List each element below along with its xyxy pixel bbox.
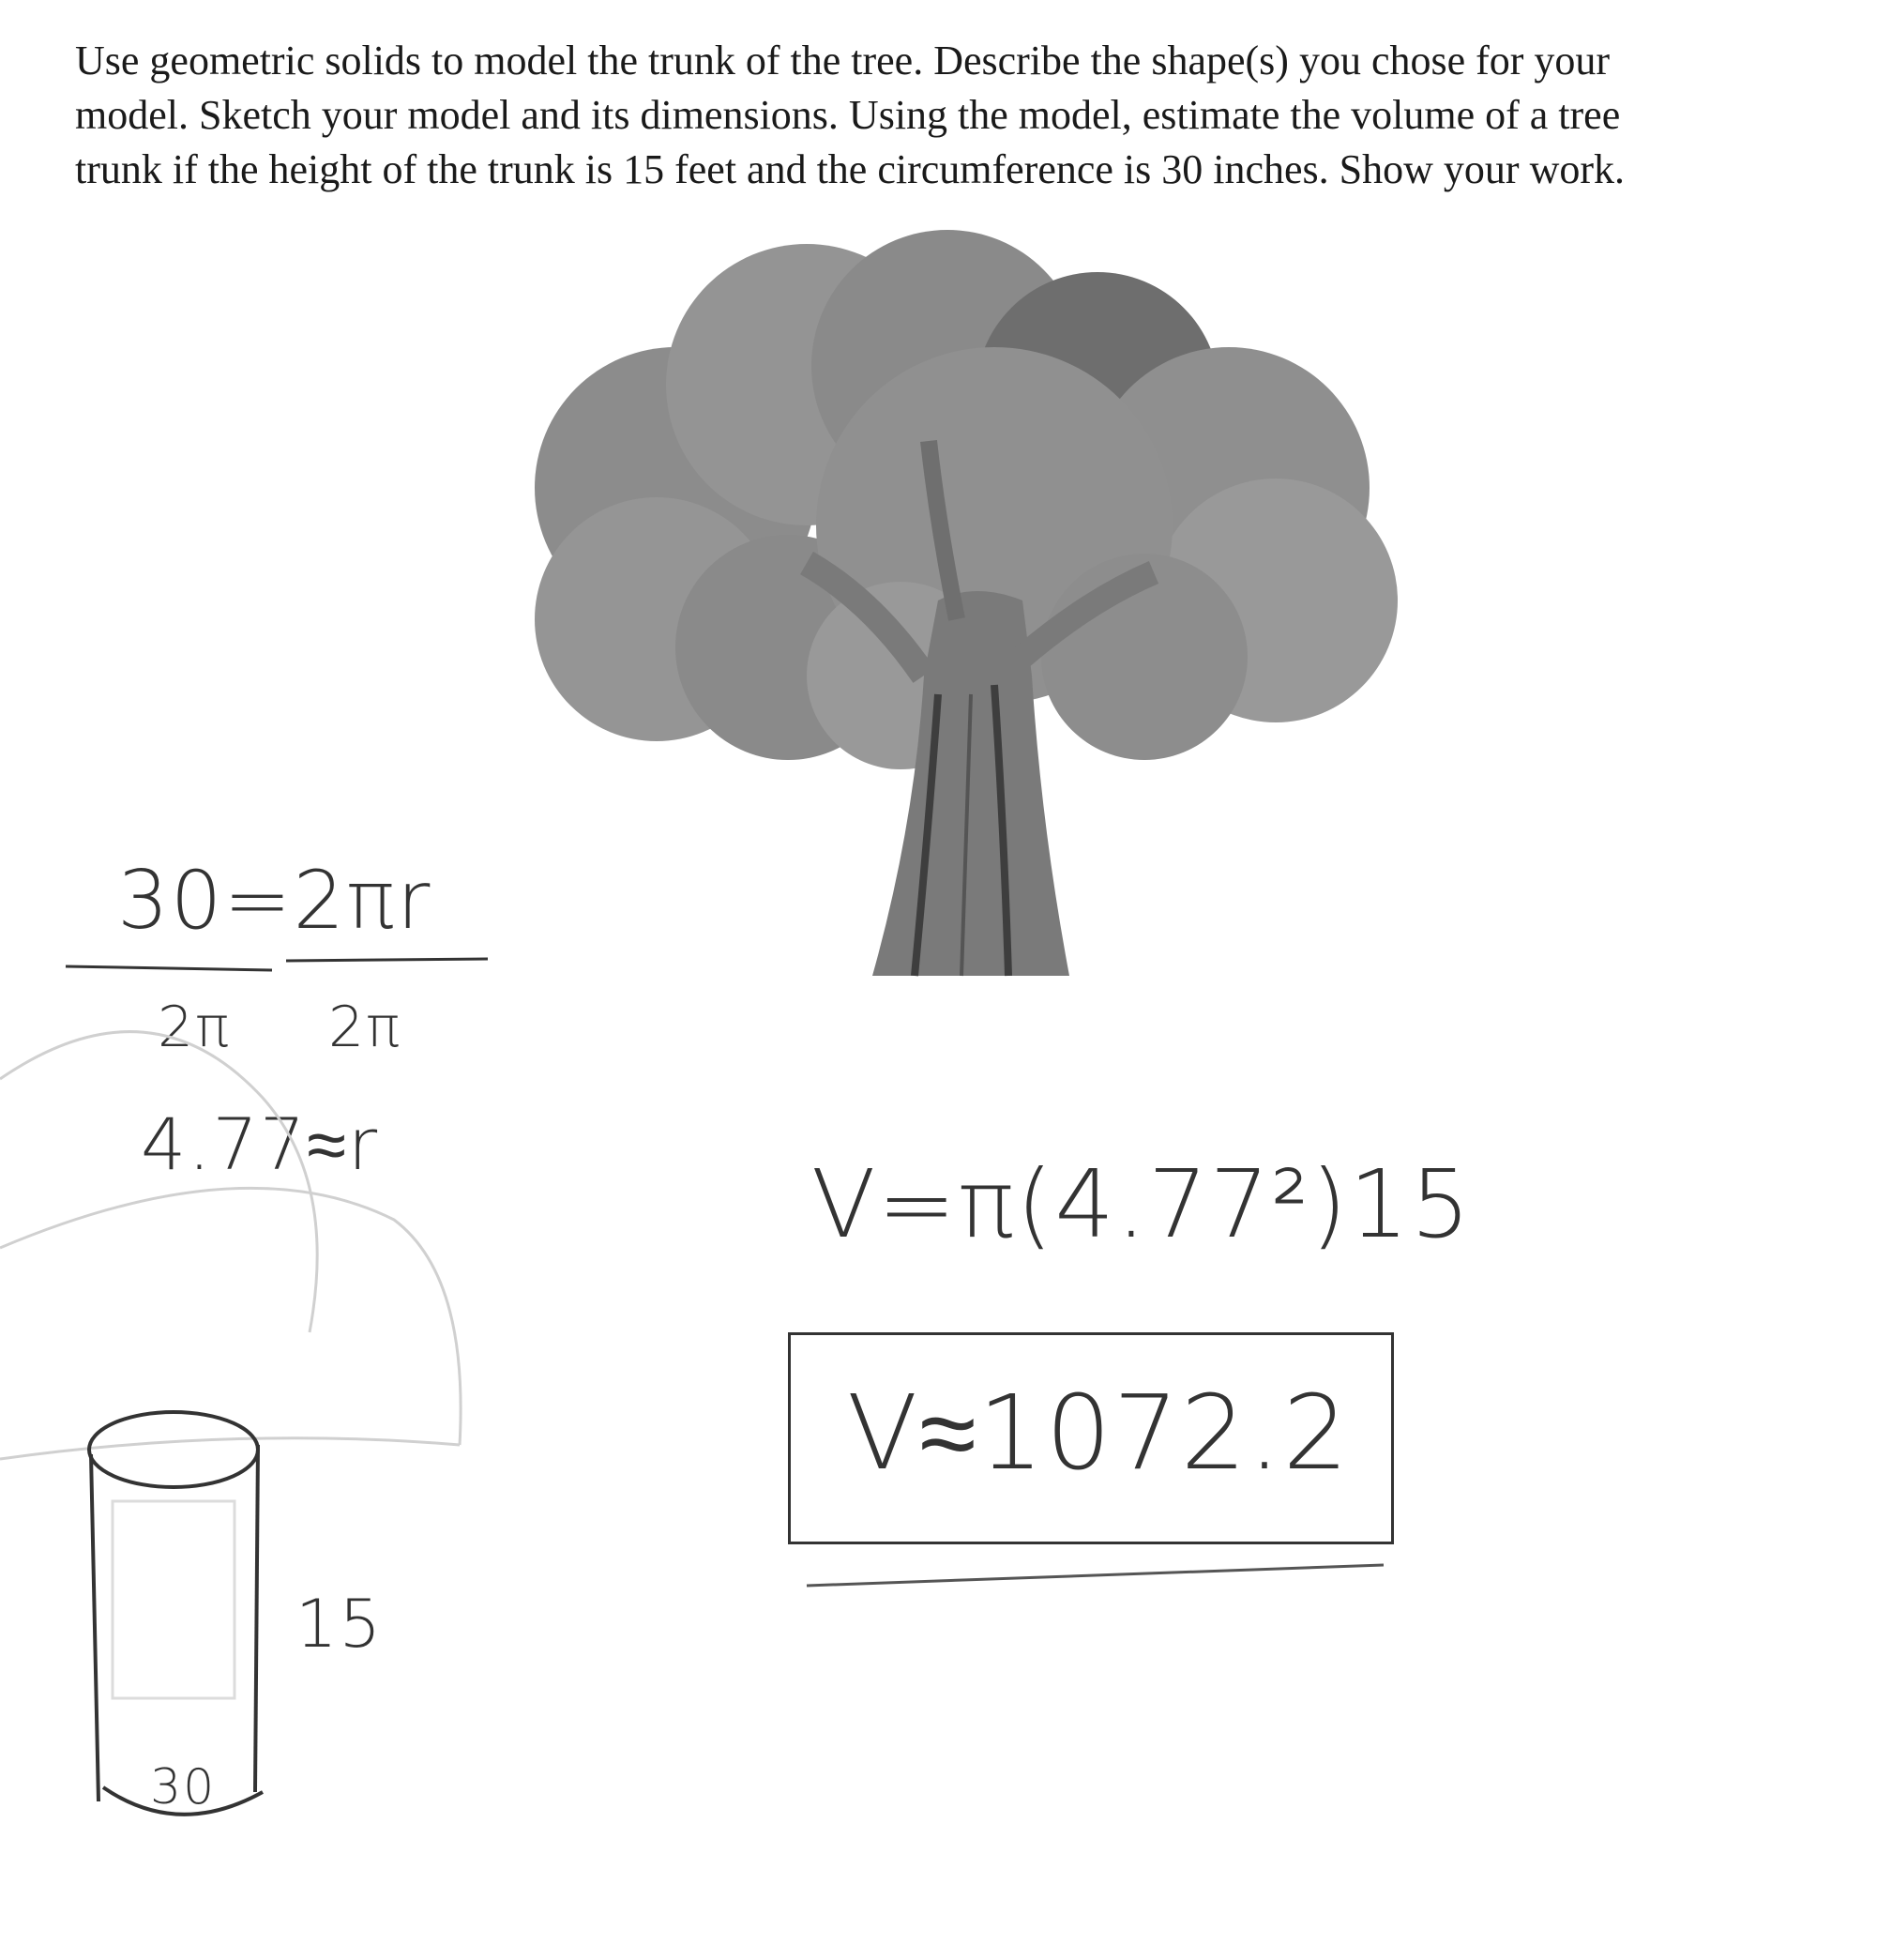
problem-line-1: Use geometric solids to model the trunk of the tree. Describe the shape(s) you chose for your <box>75 38 1611 84</box>
problem-line-3: trunk if the height of the trunk is 15 feet and the circumference is 30 inches. Show your work. <box>75 146 1625 192</box>
radius-result: 4.77≈r <box>141 1102 380 1186</box>
sketch-height-label: 15 <box>295 1586 384 1663</box>
volume-answer: V≈1072.2 <box>847 1373 1351 1493</box>
denominator-right: 2π <box>328 995 402 1060</box>
volume-formula: V=π(4.77²)15 <box>811 1149 1473 1259</box>
equation-numerator: 30=2πr <box>117 854 432 948</box>
sketch-circumference-label: 30 <box>150 1759 217 1816</box>
denominator-left: 2π <box>158 995 232 1060</box>
problem-line-2: model. Sketch your model and its dimensions. Using the model, estimate the volume of a tree <box>75 92 1621 138</box>
